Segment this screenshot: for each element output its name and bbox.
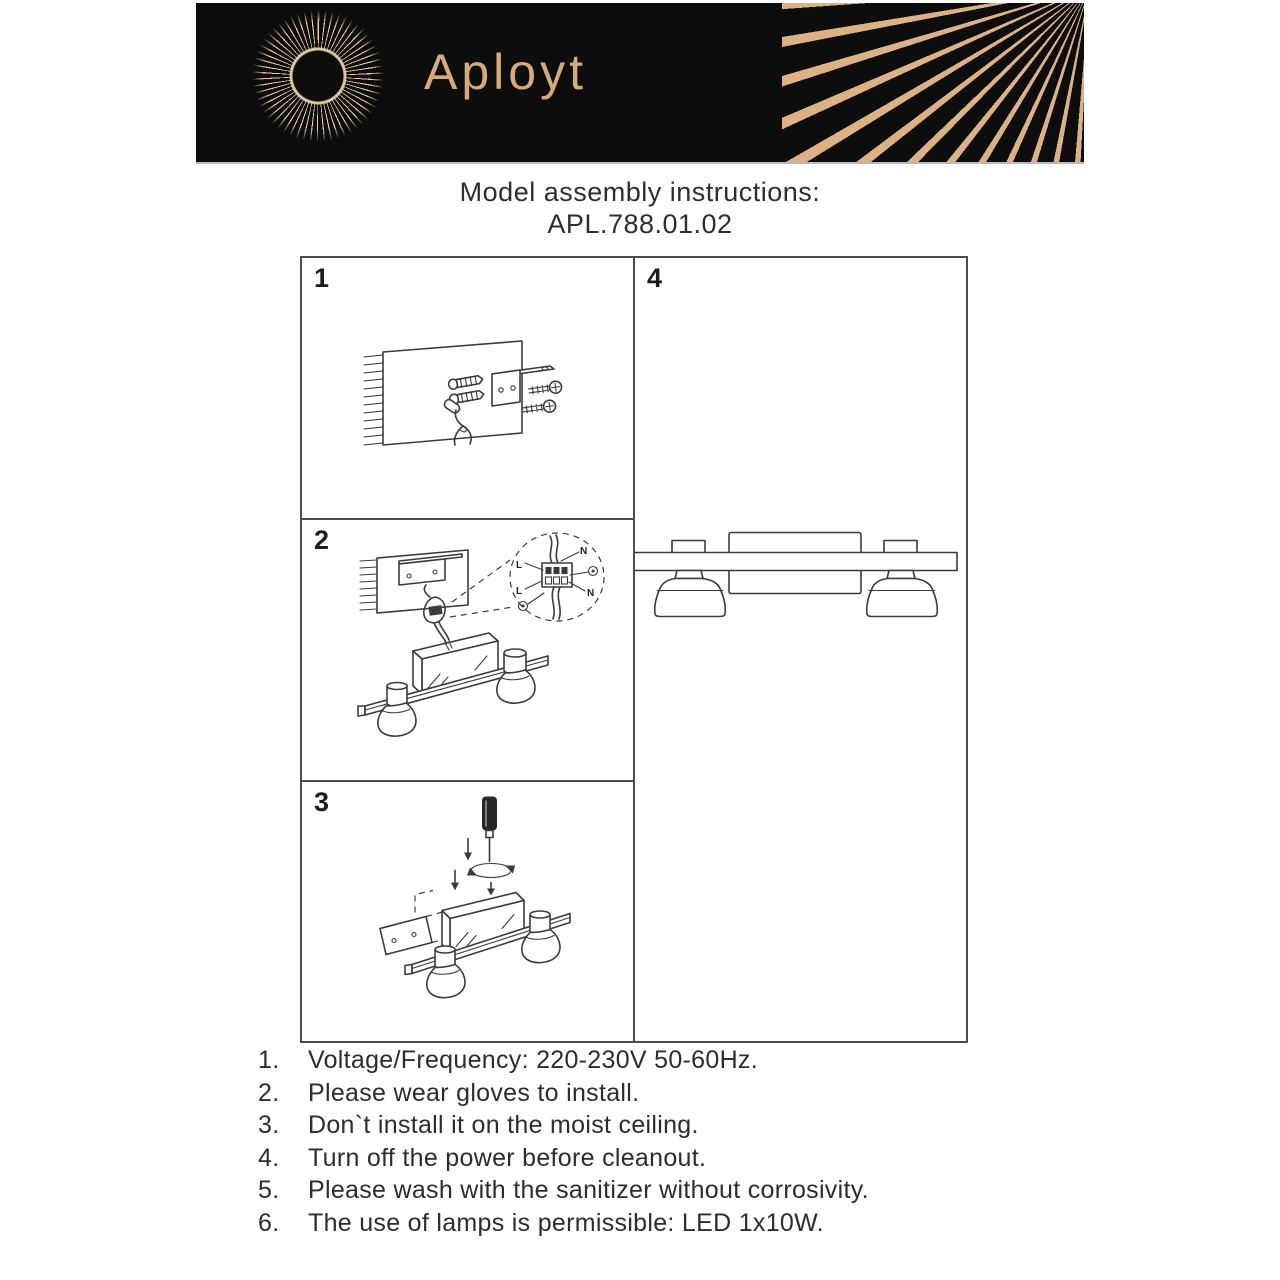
list-item (258, 1044, 1018, 1077)
brand-wordmark: Aployt (424, 44, 587, 100)
list-item (258, 1077, 1018, 1110)
item-number: 5. (258, 1176, 280, 1205)
right-lamp-shade (867, 571, 938, 617)
wire-label-N1: N (580, 546, 588, 557)
step-4-diagram (635, 258, 966, 1041)
wall-anchor-screws (448, 374, 485, 405)
fixture-bar (635, 553, 957, 571)
item-text: Don`t install it on the moist ceiling. (308, 1111, 699, 1140)
wire-label-N2: N (587, 588, 595, 599)
detail-callout-circle (450, 533, 604, 621)
assembled-fixture-front-view (635, 533, 957, 617)
mounted-bracket (399, 554, 462, 585)
decorative-rays (782, 3, 1084, 162)
screwdriver-icon (482, 797, 497, 862)
step-2-panel (302, 520, 635, 782)
wire-label-L2: L (516, 586, 523, 597)
step-4-panel (635, 258, 966, 1041)
step-3-number: 3 (314, 787, 330, 817)
item-number: 1. (258, 1046, 280, 1074)
mounting-bracket (492, 366, 554, 406)
step-1-number: 1 (314, 263, 330, 293)
list-item (258, 1174, 1018, 1207)
item-number: 3. (258, 1111, 280, 1140)
item-text: Turn off the power before cleanout. (308, 1143, 707, 1172)
lamp-head-right (497, 649, 535, 703)
item-text: Voltage/Frequency: 220-230V 50-60Hz. (308, 1046, 758, 1074)
step-2-diagram (302, 520, 633, 780)
item-number: 4. (258, 1143, 280, 1172)
step-1-diagram (302, 258, 633, 518)
right-lamp-cap (884, 541, 917, 554)
step-3-panel (302, 782, 635, 1041)
left-lamp-shade (655, 571, 726, 617)
step-3-diagram (302, 782, 633, 1041)
left-lamp-cap (672, 541, 705, 554)
item-number: 6. (258, 1208, 280, 1237)
item-text: The use of lamps is permissible: LED 1x10W. (308, 1208, 824, 1237)
item-number: 2. (258, 1078, 280, 1107)
page-title: Model assembly instructions: (459, 177, 821, 207)
wire-knot (424, 585, 449, 642)
item-text: Please wash with the sanitizer without corrosivity. (308, 1176, 869, 1205)
safety-notes-list (258, 1044, 1018, 1240)
brand-header-banner (196, 3, 1084, 164)
sunburst-logo-icon (250, 8, 386, 144)
list-item (258, 1109, 1018, 1142)
list-item (258, 1207, 1018, 1240)
step-4-number: 4 (647, 263, 663, 293)
assembly-steps-grid (300, 256, 968, 1043)
rotation-arrow (467, 864, 515, 878)
item-text: Please wear gloves to install. (308, 1078, 640, 1107)
mounting-screws (522, 380, 562, 415)
step-2-number: 2 (314, 525, 330, 555)
lamp-head-left (378, 683, 416, 737)
wire-label-L1: L (516, 560, 523, 571)
model-code: APL.788.01.02 (547, 209, 733, 239)
title-block (0, 176, 1280, 240)
step-1-panel (302, 258, 635, 520)
list-item (258, 1142, 1018, 1175)
